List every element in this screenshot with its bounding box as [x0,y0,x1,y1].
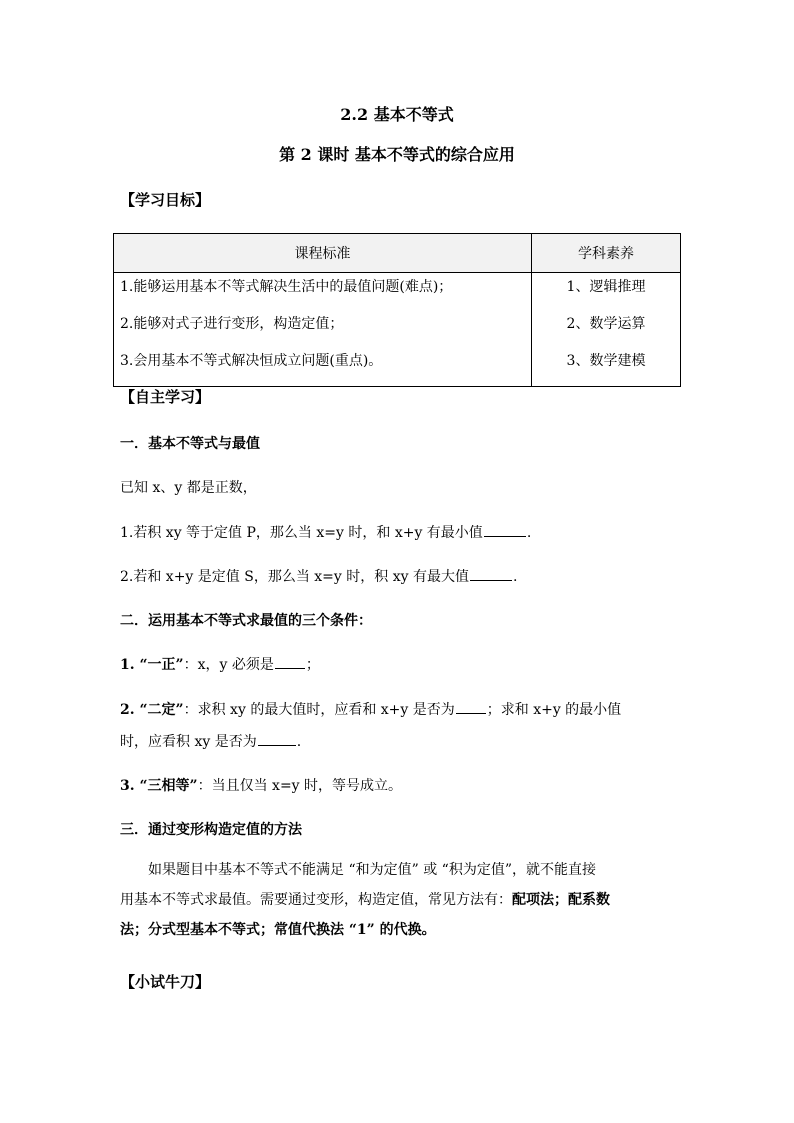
part1-item2: 2.若和 x+y 是定值 S，那么当 x=y 时，积 xy 有最大值 . [120,569,518,585]
part2-item3-text: ：当且仅当 x=y 时，等号成立。 [197,778,403,794]
part2-item2 [120,699,621,719]
part2-item2-mid: ；求和 x+y 的最小值 [486,702,622,718]
goals-table [113,233,681,387]
part3-line1: 如果题目中基本不等式不能满足 “和为定值” 或 “积为定值”，就不能直接 [148,862,596,878]
section-self-study: 【自主学习】 [120,388,211,406]
part2-item1 [120,654,320,674]
goals-table-row [114,273,681,387]
part2-item3-label: 3. “三相等” [120,778,198,794]
part1-heading: 一．基本不等式与最值 [120,436,260,452]
section-try-it: 【小试牛刀】 [120,973,211,991]
literacy-item: 1、逻辑推理 [566,279,646,295]
answer-blank[interactable] [258,733,296,746]
part3-paragraph [120,855,680,945]
header-standards: 课程标准 [114,234,532,273]
answer-blank[interactable] [484,524,526,537]
literacy-item: 2、数学运算 [566,316,646,332]
part1-item2-text: 2.若和 x+y 是定值 S，那么当 x=y 时，积 xy 有最大值 [120,569,469,585]
header-literacy: 学科素养 [532,234,681,273]
answer-blank[interactable] [275,656,305,669]
answer-blank[interactable] [456,701,486,714]
part2-item1-label: 1. “一正” [120,657,184,673]
part2-item1-end: ； [305,657,320,673]
lesson-subtitle: 第 2 课时 基本不等式的综合应用 [279,145,515,164]
part1-item1: 1.若积 xy 等于定值 P，那么当 x=y 时，和 x+y 有最小值 . [120,525,532,541]
part3-line3: 法；分式型基本不等式；常值代换法 “1” 的代换。 [120,922,436,938]
part2-item1-text: ：x，y 必须是 [183,657,274,673]
part3-line2-methods: 配项法；配系数 [512,892,610,908]
lesson-title: 2.2 基本不等式 [340,105,454,124]
standards-cell [114,273,532,387]
standard-item: 2.能够对式子进行变形，构造定值； [120,316,344,332]
part2-item2-line2: 时，应看积 xy 是否为 [120,734,257,750]
section-learning-goals: 【学习目标】 [120,191,211,209]
literacy-item: 3、数学建模 [566,353,646,369]
literacy-cell [532,273,681,387]
part2-item2-label: 2. “二定” [120,702,184,718]
part1-item1-text: 1.若积 xy 等于定值 P，那么当 x=y 时，和 x+y 有最小值 [120,525,483,541]
part2-item2-text: ：求积 xy 的最大值时，应看和 x+y 是否为 [183,702,455,718]
part3-line2 [120,885,680,915]
standard-item: 3.会用基本不等式解决恒成立问题(重点)。 [120,353,383,369]
part2-item3 [120,775,402,795]
answer-blank[interactable] [470,568,512,581]
part2-heading: 二．运用基本不等式求最值的三个条件： [120,613,372,629]
part3-heading: 三．通过变形构造定值的方法 [120,822,302,838]
standard-item: 1.能够运用基本不等式解决生活中的最值问题(难点)； [120,279,453,295]
part3-line2-text: 用基本不等式求最值。需要通过变形，构造定值，常见方法有： [120,892,512,908]
part2-item2-continued: 时，应看积 xy 是否为 . [120,734,302,750]
goals-table-header [114,234,681,273]
part1-intro: 已知 x、y 都是正数， [120,480,257,496]
